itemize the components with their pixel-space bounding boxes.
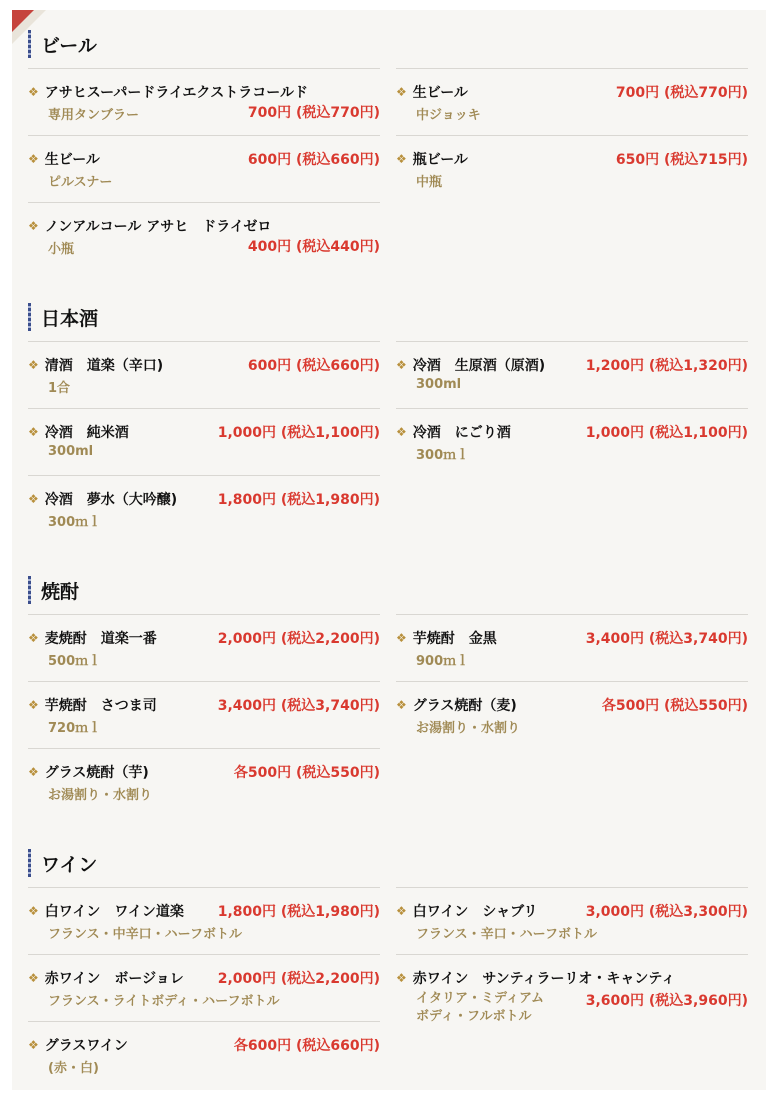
menu-item-row xyxy=(28,422,380,442)
menu-item-row xyxy=(28,149,380,169)
menu-item xyxy=(28,408,380,475)
menu-grid xyxy=(28,341,748,542)
menu-item-row xyxy=(396,422,748,442)
menu-item-name xyxy=(28,968,184,988)
menu-section xyxy=(28,839,748,1088)
menu-item-row xyxy=(396,968,748,988)
menu-item-name-text: 芋焼酎 さつま司 xyxy=(44,698,157,714)
menu-item-name xyxy=(28,489,177,509)
menu-item-name xyxy=(396,901,538,921)
menu-item-detail: 300ｍｌ xyxy=(416,448,470,463)
menu-item-name-text: 生ビール xyxy=(44,152,100,168)
menu-item-name xyxy=(28,82,308,102)
menu-item-price: 3,400円 (税込3,740円) xyxy=(217,698,380,714)
menu-item-name-text: 瓶ビール xyxy=(412,152,468,168)
menu-item-name-text: 赤ワイン サンティラーリオ・キャンティ xyxy=(412,971,676,987)
diamond-bullet-icon: ❖ xyxy=(28,85,39,99)
menu-item-row xyxy=(28,968,380,988)
diamond-bullet-icon: ❖ xyxy=(396,631,407,645)
diamond-bullet-icon: ❖ xyxy=(28,971,39,985)
section-bar-icon xyxy=(28,30,31,58)
diamond-bullet-icon: ❖ xyxy=(28,904,39,918)
section-title: ビール xyxy=(41,34,97,57)
menu-item xyxy=(396,681,748,748)
menu-item-name xyxy=(396,149,468,169)
menu-item-row xyxy=(396,695,748,715)
section-title: 日本酒 xyxy=(41,307,99,330)
menu-item-name xyxy=(28,216,271,236)
menu-item-name xyxy=(396,82,468,102)
menu-item-name-text: 赤ワイン ボージョレ xyxy=(44,971,184,987)
section-bar-icon xyxy=(28,849,31,877)
menu-item-row xyxy=(28,355,380,375)
menu-item-price: 各600円 (税込660円) xyxy=(233,1038,380,1054)
menu-item-name-text: 冷酒 にごり酒 xyxy=(412,425,511,441)
menu-item-row xyxy=(28,628,380,648)
menu-item-name-text: 白ワイン ワイン道楽 xyxy=(44,904,184,920)
menu-item-row xyxy=(396,149,748,169)
menu-item xyxy=(28,954,380,1021)
menu-item-name xyxy=(396,695,517,715)
menu-item xyxy=(28,202,380,269)
menu-item-row xyxy=(28,1035,380,1055)
menu-item-price: 各500円 (税込550円) xyxy=(601,698,748,714)
menu-item-detail: 1合 xyxy=(48,381,71,396)
menu-item-name xyxy=(28,1035,128,1055)
menu-item-price: 650円 (税込715円) xyxy=(615,152,748,168)
menu-grid xyxy=(28,614,748,815)
menu-item-row xyxy=(28,489,380,509)
menu-section xyxy=(28,20,748,269)
menu-item-row xyxy=(28,901,380,921)
section-bar-icon xyxy=(28,303,31,331)
menu-item-name xyxy=(28,762,149,782)
menu-item-detail: 専用タンブラー xyxy=(48,108,140,123)
menu-item-name-text: 芋焼酎 金黒 xyxy=(412,631,497,647)
menu-section xyxy=(28,566,748,815)
menu-item-name-text: 生ビール xyxy=(412,85,468,101)
menu-item-name-text: 冷酒 夢水（大吟醸) xyxy=(44,492,178,508)
section-title: 焼酎 xyxy=(41,580,80,603)
diamond-bullet-icon: ❖ xyxy=(28,765,39,779)
menu-item-detail: 300ml xyxy=(416,377,462,392)
menu-item-name-text: グラスワイン xyxy=(44,1038,128,1054)
menu-item-name xyxy=(28,149,100,169)
diamond-bullet-icon: ❖ xyxy=(28,1038,39,1052)
menu-item-name xyxy=(28,695,157,715)
menu-grid xyxy=(28,887,748,1088)
menu-item-price: 各500円 (税込550円) xyxy=(233,765,380,781)
menu-item-detail: フランス・辛口・ハーフボトル xyxy=(416,927,597,942)
menu-item-name xyxy=(28,628,157,648)
menu-item-name xyxy=(28,901,184,921)
menu-item-name xyxy=(396,968,675,988)
diamond-bullet-icon: ❖ xyxy=(396,152,407,166)
menu-item-price: 1,000円 (税込1,100円) xyxy=(585,425,748,441)
menu-item-price: 2,000円 (税込2,200円) xyxy=(217,631,380,647)
diamond-bullet-icon: ❖ xyxy=(396,971,407,985)
menu-item-row xyxy=(28,216,380,236)
diamond-bullet-icon: ❖ xyxy=(396,425,407,439)
section-title: ワイン xyxy=(41,853,98,876)
section-header xyxy=(28,293,748,341)
menu-item-detail: イタリア・ミディアムボディ・フルボトル xyxy=(416,991,545,1024)
menu-item-detail: 小瓶 xyxy=(48,242,75,257)
menu-item-price: 3,400円 (税込3,740円) xyxy=(585,631,748,647)
menu-item-price: 600円 (税込660円) xyxy=(247,152,380,168)
diamond-bullet-icon: ❖ xyxy=(28,698,39,712)
diamond-bullet-icon: ❖ xyxy=(28,219,39,233)
menu-item xyxy=(396,68,748,135)
menu-item xyxy=(396,341,748,408)
menu-item-row xyxy=(396,628,748,648)
menu-item-price: 1,000円 (税込1,100円) xyxy=(217,425,380,441)
menu-item-detail: 中瓶 xyxy=(416,175,443,190)
menu-item-row xyxy=(396,82,748,102)
menu-item-price: 1,200円 (税込1,320円) xyxy=(585,358,748,374)
menu-item xyxy=(28,748,380,815)
menu-item-name xyxy=(396,628,497,648)
menu-item-row xyxy=(28,762,380,782)
menu-item-detail: お湯割り・水割り xyxy=(48,788,153,803)
diamond-bullet-icon: ❖ xyxy=(28,358,39,372)
menu-item-name-text: アサヒスーパードライエクストラコールド xyxy=(44,85,308,101)
diamond-bullet-icon: ❖ xyxy=(396,698,407,712)
menu-item-row xyxy=(396,901,748,921)
menu-item xyxy=(28,1021,380,1088)
menu-item-detail-row xyxy=(396,988,748,1026)
menu-item-name xyxy=(396,355,545,375)
menu-item xyxy=(28,135,380,202)
menu-item xyxy=(28,475,380,542)
menu-item-name-text: グラス焼酎（麦) xyxy=(412,698,517,714)
menu-item-detail: フランス・ライトボディ・ハーフボトル xyxy=(48,994,280,1009)
menu-item-row xyxy=(28,695,380,715)
menu-item-detail: フランス・中辛口・ハーフボトル xyxy=(48,927,242,942)
menu-item-detail: 300ｍｌ xyxy=(48,515,102,530)
menu-item-price: 2,000円 (税込2,200円) xyxy=(217,971,380,987)
menu-item xyxy=(396,408,748,475)
menu-item-name-text: 白ワイン シャブリ xyxy=(412,904,538,920)
menu-item-name-text: 清酒 道楽（辛口) xyxy=(44,358,164,374)
menu-item xyxy=(396,135,748,202)
menu-item xyxy=(28,681,380,748)
menu-item xyxy=(28,68,380,135)
menu-item-price: 700円 (税込770円) xyxy=(247,105,380,121)
diamond-bullet-icon: ❖ xyxy=(396,85,407,99)
menu-item-price: 600円 (税込660円) xyxy=(247,358,380,374)
menu-item-name-text: 冷酒 純米酒 xyxy=(44,425,129,441)
diamond-bullet-icon: ❖ xyxy=(396,904,407,918)
menu-item-detail: (赤・白) xyxy=(48,1061,99,1076)
diamond-bullet-icon: ❖ xyxy=(28,492,39,506)
menu-item-row xyxy=(28,82,380,102)
menu-item-detail: お湯割り・水割り xyxy=(416,721,521,736)
menu-item-price: 3,600円 (税込3,960円) xyxy=(585,993,748,1009)
menu-item-detail: 720ｍｌ xyxy=(48,721,102,736)
menu-item-price: 700円 (税込770円) xyxy=(615,85,748,101)
section-header xyxy=(28,839,748,887)
menu-item-price: 3,000円 (税込3,300円) xyxy=(585,904,748,920)
diamond-bullet-icon: ❖ xyxy=(28,425,39,439)
menu-item-detail: 中ジョッキ xyxy=(416,108,481,123)
menu-item-name xyxy=(28,422,129,442)
menu-item-name-text: 麦焼酎 道楽一番 xyxy=(44,631,157,647)
menu-item-name xyxy=(28,355,163,375)
menu-item-name-text: ノンアルコール アサヒ ドライゼロ xyxy=(44,219,272,235)
menu-item xyxy=(396,887,748,954)
menu-item-row xyxy=(396,355,748,375)
menu-item-detail: 300ml xyxy=(48,444,94,459)
menu-section xyxy=(28,293,748,542)
menu-item-detail: 500ｍｌ xyxy=(48,654,102,669)
section-header xyxy=(28,566,748,614)
section-header xyxy=(28,20,748,68)
section-bar-icon xyxy=(28,576,31,604)
diamond-bullet-icon: ❖ xyxy=(396,358,407,372)
menu-item-name-text: 冷酒 生原酒（原酒) xyxy=(412,358,546,374)
diamond-bullet-icon: ❖ xyxy=(28,152,39,166)
menu-grid xyxy=(28,68,748,269)
menu-item xyxy=(396,614,748,681)
menu-item-price: 1,800円 (税込1,980円) xyxy=(217,904,380,920)
diamond-bullet-icon: ❖ xyxy=(28,631,39,645)
menu-content xyxy=(28,20,748,1112)
menu-item-price: 400円 (税込440円) xyxy=(247,239,380,255)
menu-item xyxy=(28,614,380,681)
menu-item-detail: ピルスナー xyxy=(48,175,113,190)
menu-item-name-text: グラス焼酎（芋) xyxy=(44,765,149,781)
menu-item-detail: 900ｍｌ xyxy=(416,654,470,669)
menu-item-price: 1,800円 (税込1,980円) xyxy=(217,492,380,508)
menu-item-name xyxy=(396,422,511,442)
menu-item xyxy=(28,887,380,954)
menu-item xyxy=(396,954,748,1024)
menu-item xyxy=(28,341,380,408)
